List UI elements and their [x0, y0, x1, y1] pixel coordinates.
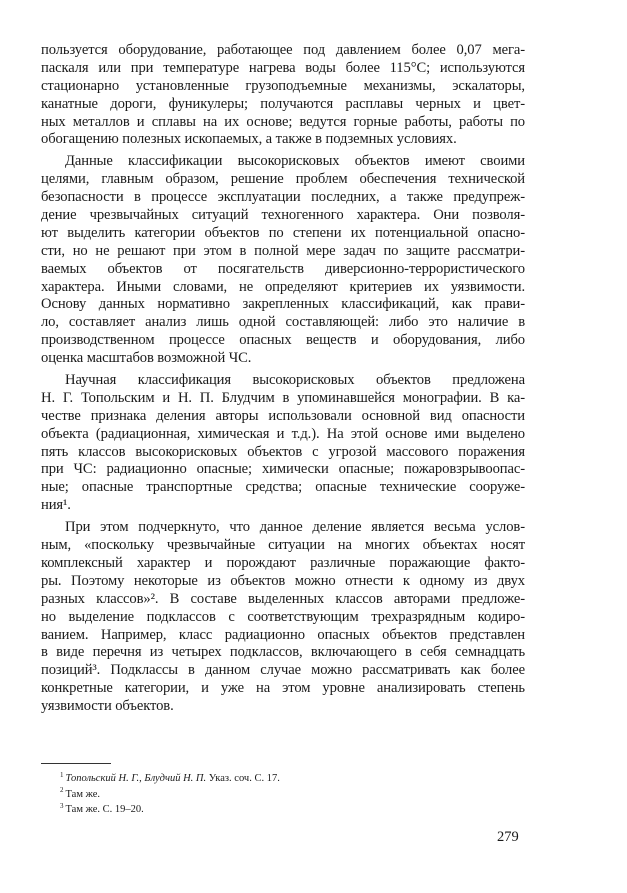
- body-text: [41, 42, 525, 720]
- text-line: разных классов»². В составе выделенных классов авторами предложе-: [41, 590, 525, 607]
- text-line: при ЧС: радиационно опасные; химически опасные; пожаровзрывоопас-: [41, 461, 525, 478]
- paragraph-2: [41, 153, 525, 368]
- text-line: ным, «поскольку чрезвычайные ситуации на многих объектах носят: [41, 537, 525, 554]
- text-line: ные; опасные транспортные средства; опасные технические сооруже-: [41, 479, 525, 496]
- page-number: 279: [497, 829, 519, 845]
- text-line: позиций³. Подклассы в данном случае можно рассматривать как более: [41, 662, 525, 679]
- footnote-author: Топольский Н. Г., Блудчий Н. П.: [65, 773, 207, 784]
- text-line: стационарно установленные грузоподъемные механизмы, эскалаторы,: [41, 77, 525, 94]
- text-line: в виде перечня из четырех подклассов, включающего в себя семнадцать: [41, 644, 525, 661]
- footnote-text: Там же.: [65, 788, 100, 800]
- text-line: обогащению полезных ископаемых, а также в подземных условиях.: [41, 131, 457, 148]
- text-line: характера. Иными словами, не определяют критериев их уязвимости.: [41, 278, 525, 295]
- text-line: конкретные категории, и уже на этом уровне анализировать степень: [41, 680, 525, 697]
- text-line: ры. Поэтому некоторые из объектов можно отнести к одному из двух: [41, 572, 525, 589]
- text-line: честве признака деления авторы использовали основной вид опасности: [41, 407, 525, 424]
- footnotes: [60, 771, 480, 818]
- text-line: сти, но не решают при этом в полной мере задач по защите рассматри-: [41, 242, 525, 259]
- footnote-text: Там же. С. 19–20.: [65, 804, 144, 815]
- text-line: оценка масштабов возможной ЧС.: [41, 350, 252, 367]
- paragraph-3: [41, 372, 525, 515]
- text-line: объекта (радиационная, химическая и т.д.). На этой основе ими выделено: [41, 425, 525, 442]
- text-line: Данные классификации высокорисковых объектов имеют своими: [65, 153, 525, 170]
- text-line: комплексный характер и порождают различные поражающие факто-: [41, 554, 525, 571]
- text-line: канатные дороги, фуникулеры; получаются расплавы черных и цвет-: [41, 95, 525, 112]
- paragraph-1: [41, 42, 525, 149]
- text-line: пять классов высокорисковых объектов с угрозой массового поражения: [41, 443, 525, 460]
- footnote-text: Указ. соч. С. 17.: [206, 773, 280, 784]
- text-line: ванием. Например, класс радиационно опасных объектов представлен: [41, 626, 525, 643]
- text-line: ваемых объектов от посягательств диверсионно-террористического: [41, 260, 525, 277]
- footnote-mark: 1: [60, 770, 64, 779]
- text-line: При этом подчеркнуто, что данное деление является весьма услов-: [65, 519, 525, 536]
- text-line: ния¹.: [41, 497, 71, 514]
- footnote-divider: [41, 763, 111, 764]
- text-line: пользуется оборудование, работающее под давлением более 0,07 мега-: [41, 42, 525, 58]
- paragraph-4: [41, 519, 525, 716]
- footnote-mark: 3: [60, 801, 64, 810]
- text-line: но выделение подклассов с соответствующим трехразрядным кодиро-: [41, 608, 525, 625]
- text-line: безопасности в процессе эксплуатации последних, а также предупреж-: [41, 189, 525, 206]
- text-line: производственном процессе опасных веществ и оборудования, либо: [41, 332, 525, 349]
- footnote-mark: 2: [60, 786, 64, 794]
- text-line: целями, главным образом, решение проблем обеспечения технической: [41, 171, 525, 188]
- footnote-2: [60, 787, 480, 803]
- text-line: Н. Г. Топольским и Н. П. Блудчим в упоминавшейся монографии. В ка-: [41, 389, 525, 406]
- footnote-3: [60, 802, 480, 818]
- text-line: ных металлов и сплавы на их основе; ведутся горные работы, работы по: [41, 113, 525, 130]
- text-line: уязвимости объектов.: [41, 698, 174, 715]
- text-line: ют выделить категории объектов по степени их потенциальной опасно-: [41, 224, 525, 241]
- text-line: паскаля или при температуре нагрева воды более 115°С; используются: [41, 59, 525, 76]
- text-line: Научная классификация высокорисковых объектов предложена: [65, 372, 525, 389]
- text-line: Основу данных нормативно закрепленных классификаций, как прави-: [41, 296, 525, 313]
- text-line: ло, составляет анализ лишь одной составляющей: либо это наличие в: [41, 314, 525, 331]
- text-line: дение чрезвычайных ситуаций техногенного характера. Они позволя-: [41, 207, 525, 224]
- footnote-1: [60, 771, 480, 787]
